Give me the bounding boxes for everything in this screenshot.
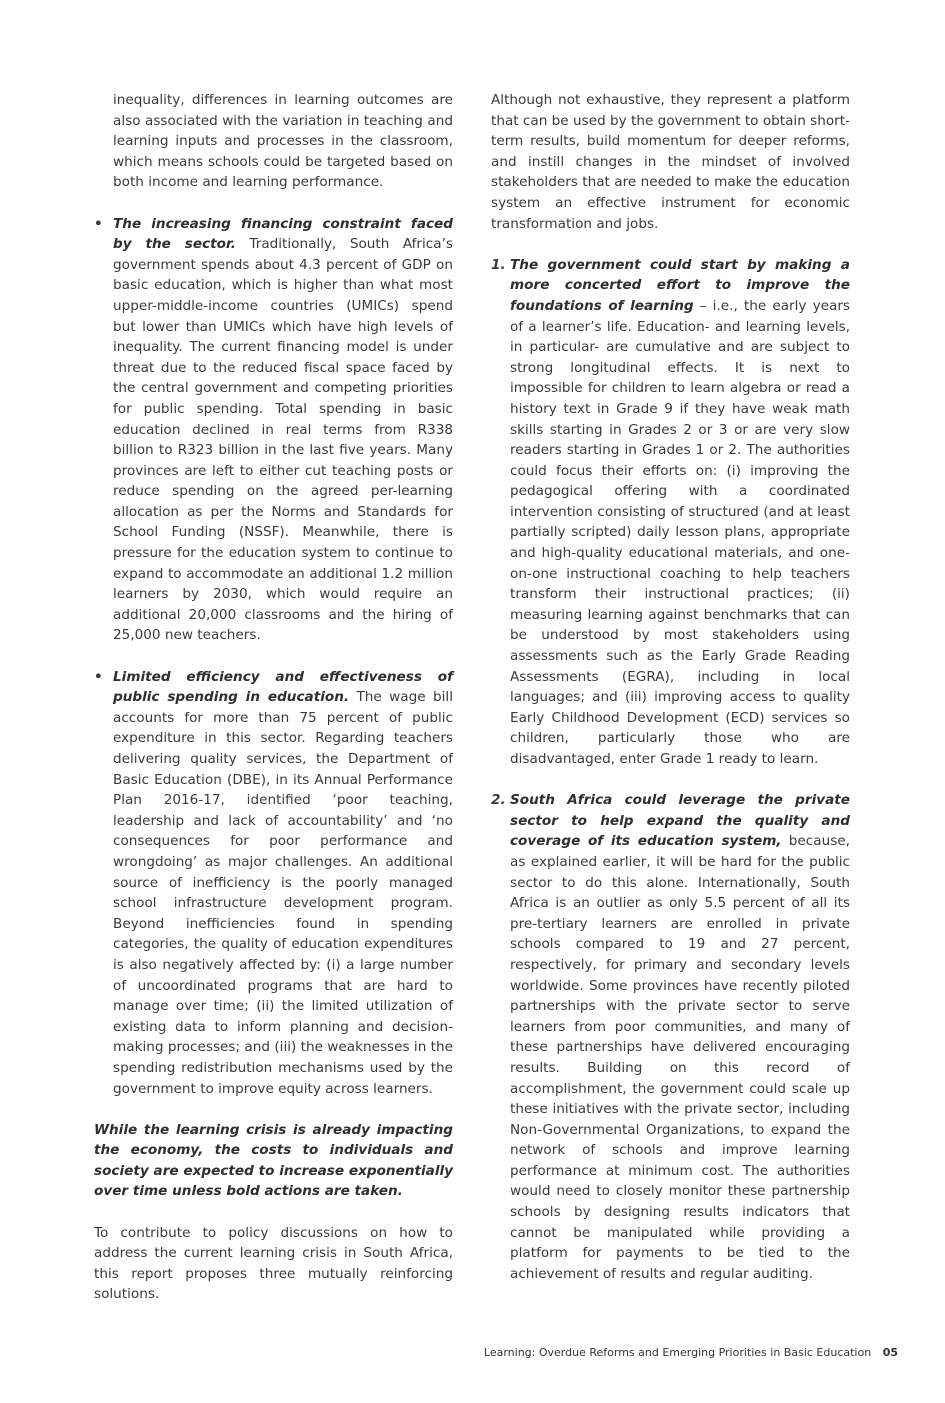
emphasis-paragraph: While the learning crisis is already impacting the economy, the costs to individuals and society are expected to increase exponentially over time unless bold actions are taken. [94,1121,453,1200]
footer-title: Learning: Overdue Reforms and Emerging Priorities in Basic Education [483,1346,872,1359]
right-column [491,90,850,1305]
solution-item-foundations [491,255,850,770]
intro-paragraph: Although not exhaustive, they represent a platform that can be used by the government to obtain short-term results, build momentum for deeper reforms, and instill changes in the mindset of involved stakeholders that are needed to make the education system an effective instrument for economic transformation and jobs. [491,92,850,232]
item-lead: South Africa could leverage the private sector to help expand the quality and coverage of its education system, [510,792,850,850]
bullet-marker: • [94,215,103,232]
page-number: 05 [882,1346,898,1359]
item-number: 2. [491,792,506,809]
closing-paragraph: To contribute to policy discussions on how to address the current learning crisis in South Africa, this report proposes three mutually reinforcing solutions. [94,1224,453,1303]
left-column [94,90,453,1326]
bullet-body: The wage bill accounts for more than 75 percent of public expenditure in this sector. Regarding teachers delivering quality services, the Department of Basic Education (DBE), in its Annual Performance Plan 2016-17, identified ‘poor teaching, leadership and lack of accountability’ and ‘no consequences for poor performance and wrongdoing’ as major challenges. An additional source of inefficiency is the poorly managed school infrastructure development program. Beyond inefficiencies found in spending categories, the quality of education expenditures is also negatively affected by: (i) a large number of uncoordinated programs that are hard to manage over time; (ii) the limited utilization of existing data to inform planning and decision-making processes; and (iii) the weaknesses in the spending redistribution mechanisms used by the government to improve equity across learners. [113,689,453,1097]
item-body: because, as explained earlier, it will be hard for the public sector to do this alone. Internationally, South Africa is an outlier as only 5.5 percent of all its pre-tertiary learners are enrolled in private schools compared to 19 and 27 percent, respectively, for primary and secondary levels worldwide. Some provinces have recently piloted partnerships with the private sector to serve learners from poor communities, and many of these partnerships have delivered encouraging results. Building on this record of accomplishment, the government could scale up these initiatives with the private sector, including Non-Governmental Organizations, to expand the network of schools and improve learning performance at minimum cost. The authorities would need to closely monitor these partnership schools by designing results indicators that cannot be manipulated while providing a platform for payments to be tied to the achievement of results and regular auditing. [510,833,850,1282]
bullet-lead: The increasing financing constraint faced by the sector. [113,215,453,253]
solution-item-private-sector [491,790,850,1284]
page-footer [484,1346,898,1359]
bullet-marker: • [94,668,103,685]
bullet-lead: Limited efficiency and effectiveness of public spending in education. [113,668,453,706]
continuation-paragraph: inequality, differences in learning outcomes are also associated with the variation in teaching and learning inputs and processes in the classroom, which means schools could be targeted based on both income and learning performance. [113,92,453,191]
bullet-body: Traditionally, South Africa’s government spends about 4.3 percent of GDP on basic education, which is higher than what most upper-middle-income countries (UMICs) spend but lower than UMICs which have high levels of inequality. The current financing model is under threat due to the reduced fiscal space faced by the central government and competing priorities for public spending. Total spending in basic education declined in real terms from R338 billion to R323 billion in the last five years. Many provinces are left to either cut teaching posts or reduce spending on the agreed per-learning allocation as per the Norms and Standards for School Funding (NSSF). Meanwhile, there is pressure for the education system to continue to expand to accommodate an additional 1.2 million learners by 2030, which would require an additional 20,000 classrooms and the hiring of 25,000 new teachers. [113,236,454,644]
item-body: – i.e., the early years of a learner’s life. Education- and learning levels, in particular- are cumulative and are subject to strong longitudinal effects. It is next to impossible for children to learn algebra or read a history text in Grade 9 if they have weak math skills starting in Grades 2 or 3 or are very slow readers starting in Grades 1 or 2. The authorities could focus their efforts on: (i) improving the pedagogical offering with a coordinated intervention consisting of structured (and at least partially scripted) daily lesson plans, appropriate and high-quality educational materials, and one-on-one instructional coaching to help teachers transform their instructional practices; (ii) measuring learning against benchmarks that can be understood by most stakeholders using assessments such as the Early Grade Reading Assessments (EGRA), including in local languages; and (iii) improving access to quality Early Childhood Development (ECD) services so children, particularly those who are disadvantaged, enter Grade 1 ready to learn. [510,297,851,767]
bullet-financing-constraint [94,214,453,646]
item-number: 1. [491,256,506,273]
bullet-limited-efficiency [94,667,453,1099]
item-lead: The government could start by making a more concerted effort to improve the foundations of learning [510,256,850,314]
